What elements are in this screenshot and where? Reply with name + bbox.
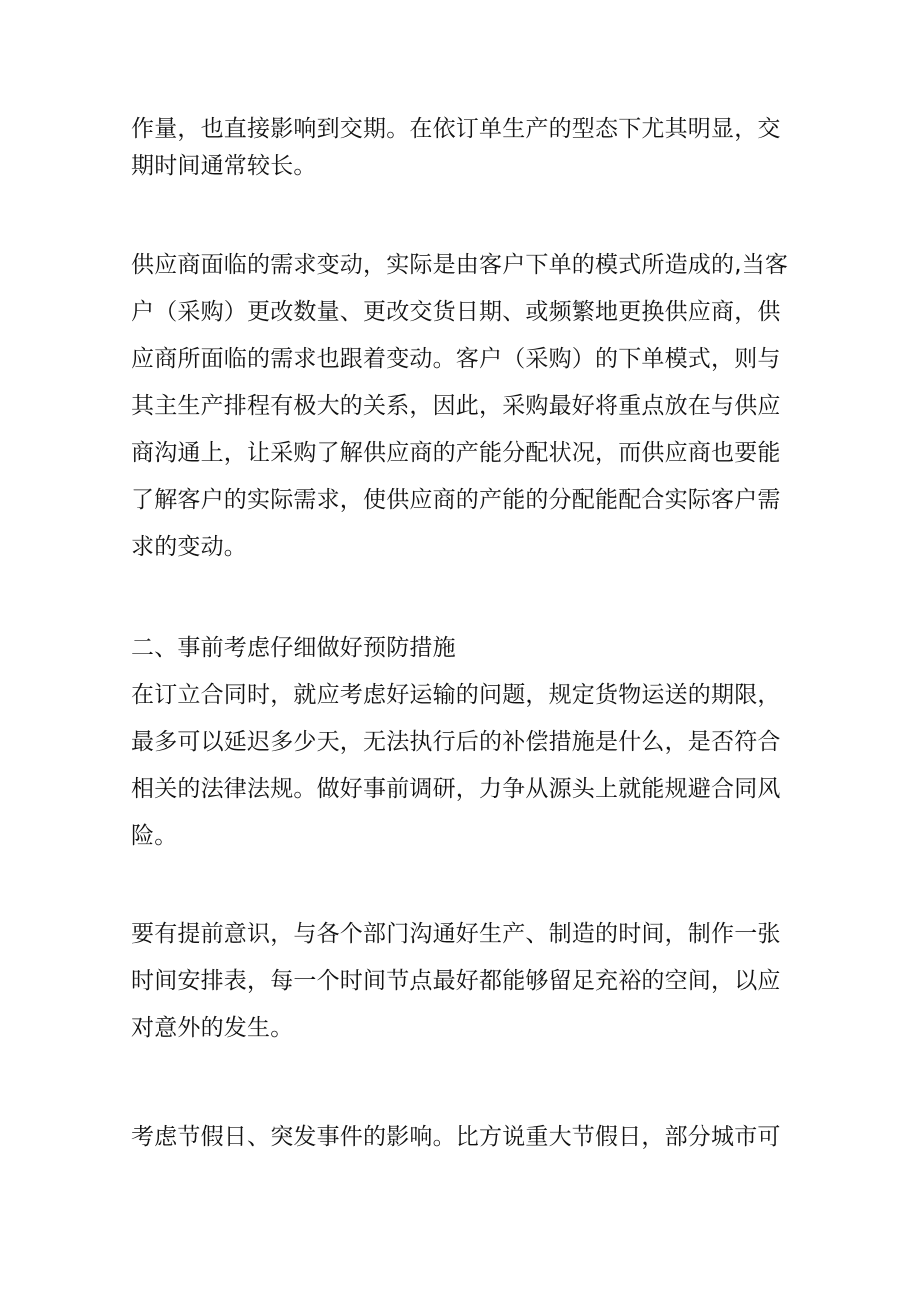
text-line: 期时间通常较长。 — [131, 153, 317, 179]
text-line: 对意外的发生。 — [131, 1015, 294, 1041]
text-line: 其主生产排程有极大的关系，因此，采购最好将重点放在与供应 — [131, 393, 781, 419]
text-line: 要有提前意识，与各个部门沟通好生产、制造的时间，制作一张 — [131, 921, 781, 947]
text-line: 户（采购）更改数量、更改交货日期、或频繁地更换供应商，供 — [131, 299, 781, 325]
text-line: 相关的法律法规。做好事前调研，力争从源头上就能规避合同风 — [131, 776, 781, 802]
section-heading: 二、事前考虑仔细做好预防措施 — [131, 635, 456, 661]
text-line: 在订立合同时，就应考虑好运输的问题，规定货物运送的期限， — [131, 682, 781, 708]
text-line: 险。 — [131, 823, 178, 849]
text-line: 应商所面临的需求也跟着变动。客户（采购）的下单模式，则与 — [131, 346, 781, 372]
text-line: 最多可以延迟多少天，无法执行后的补偿措施是什么，是否符合 — [131, 729, 781, 755]
text-line: 求的变动。 — [131, 534, 247, 560]
text-line: 作量，也直接影响到交期。在依订单生产的型态下尤其明显，交 — [131, 116, 781, 142]
text-line: 供应商面临的需求变动，实际是由客户下单的模式所造成的,当客 — [131, 252, 789, 278]
text-line: 时间安排表，每一个时间节点最好都能够留足充裕的空间，以应 — [131, 968, 781, 994]
text-line: 考虑节假日、突发事件的影响。比方说重大节假日，部分城市可 — [131, 1124, 781, 1150]
text-line: 了解客户的实际需求，使供应商的产能的分配能配合实际客户需 — [131, 487, 781, 513]
text-line: 商沟通上，让采购了解供应商的产能分配状况，而供应商也要能 — [131, 440, 781, 466]
